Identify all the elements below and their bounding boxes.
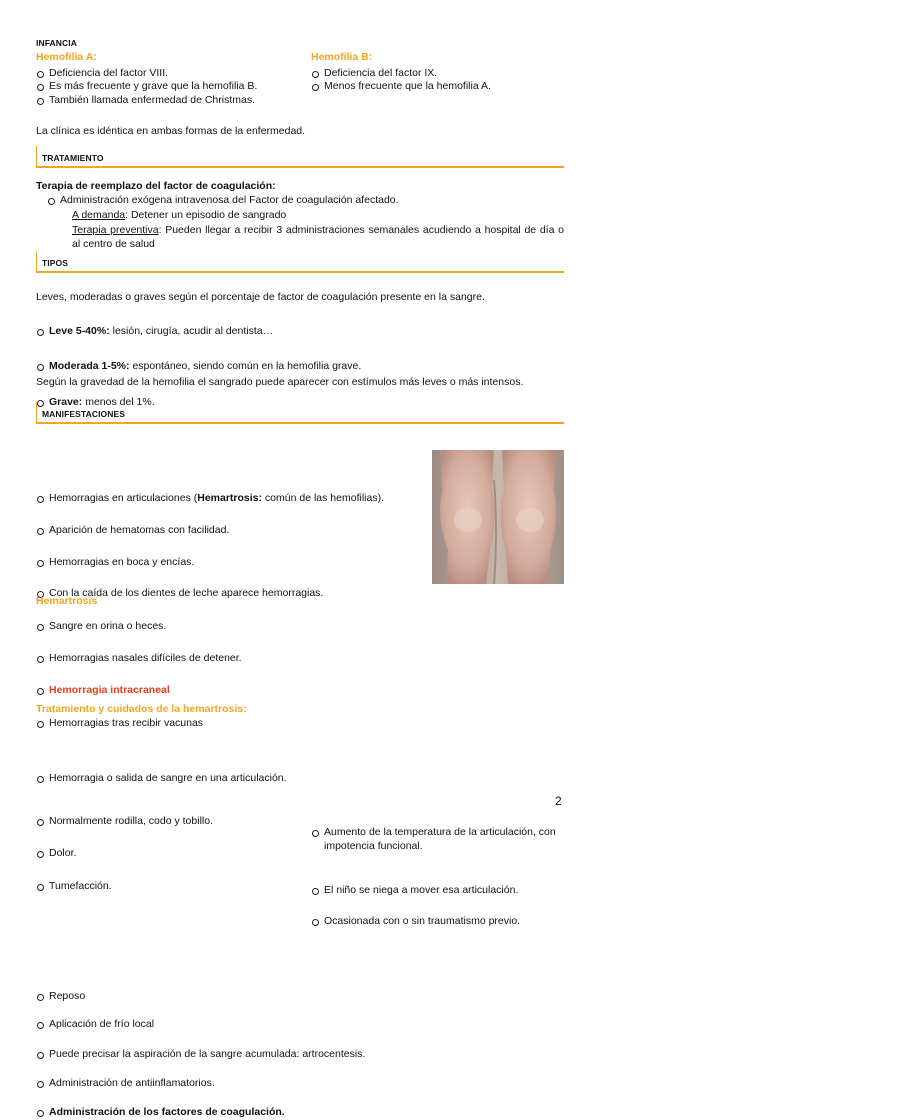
manifestacion-item: Hemorragias tras recibir vacunas [36, 717, 636, 731]
tipo-grave-label: Grave: [49, 395, 83, 408]
manifestacion-item1-bold: Hemartrosis: [197, 491, 263, 504]
tipos-header [36, 251, 564, 273]
hemofilia-a-title: Hemofilia A: [36, 51, 97, 63]
hemartrosis-left-item: Dolor. [36, 847, 636, 861]
tipos-intro: Leves, moderadas o graves según el porcentaje de factor de coagulación presente en la sangre. [36, 291, 485, 303]
manifestacion-item: Aparición de hematomas con facilidad. [36, 524, 636, 538]
hemartrosis-right-item: Aumento de la temperatura de la articulación, con impotencia funcional. [311, 826, 565, 853]
tipo-moderada-text: espontáneo, siendo común en la hemofilia grave. [129, 360, 362, 373]
cuidados-bold-item: Administración de los factores de coagulación. [36, 1106, 636, 1120]
manifestacion-item: Hemorragias en boca y encías. [36, 556, 636, 570]
manifestacion-item1-pre: Hemorragias en articulaciones ( [49, 491, 198, 504]
tipo-leve [36, 325, 636, 339]
cuidados-item: Administración de antiinflamatorios. [36, 1077, 636, 1091]
tipo-leve-label: Leve 5-40%: [49, 324, 110, 337]
hemofilia-a-block [36, 51, 296, 108]
terapia-preventiva-line [72, 224, 564, 251]
knee-photo [432, 450, 564, 584]
a-demanda-label: A demanda [72, 209, 126, 221]
manifestacion-item: Con la caída de los dientes de leche aparece hemorragias. [36, 587, 358, 601]
page-number: 2 [555, 794, 562, 808]
a-demanda-line [72, 209, 286, 223]
tipo-grave-text: menos del 1%. [82, 395, 155, 408]
hemofilia-a-item: También llamada enfermedad de Christmas. [36, 94, 296, 108]
hemartrosis-right-item: Ocasionada con o sin traumatismo previo. [311, 915, 911, 929]
manifestacion-highlight: Hemorragia intracraneal [36, 684, 636, 698]
tratamiento-header [36, 146, 564, 168]
terapia-preventiva-text: : Pueden llegar a recibir 3 administraciones semanales acudiendo a hospital de día o al centro de salud [72, 224, 564, 250]
clinica-text: La clínica es idéntica en ambas formas de la enfermedad. [36, 125, 306, 137]
hemofilia-b-block [311, 51, 561, 94]
hemofilia-a-item: Es más frecuente y grave que la hemofilia B. [36, 80, 296, 94]
manifestaciones-header-label: MANIFESTACIONES [42, 409, 126, 419]
tratamiento-title: Terapia de reemplazo del factor de coagulación: [36, 180, 276, 192]
cuidados-item: Aplicación de frío local [36, 1018, 636, 1032]
tipo-moderada [36, 360, 636, 374]
hemartrosis-right-item: El niño se niega a mover esa articulación. [311, 884, 911, 898]
hemofilia-b-title: Hemofilia B: [311, 51, 373, 63]
cuidados-title: Tratamiento y cuidados de la hemartrosis: [36, 703, 247, 715]
tipos-header-label: TIPOS [42, 258, 69, 268]
manifestacion-item1-post: común de las hemofilias). [262, 491, 384, 504]
manifestaciones-header [36, 402, 564, 424]
section-label-infancia: INFANCIA [36, 38, 77, 48]
hemartrosis-left-item: Normalmente rodilla, codo y tobillo. [36, 815, 636, 829]
tipos-footer: Según la gravedad de la hemofilia el sangrado puede aparecer con estímulos más leves o más intensos. [36, 376, 524, 388]
manifestacion-item: Sangre en orina o heces. [36, 620, 636, 634]
manifestacion-item: Hemorragias nasales difíciles de detener. [36, 652, 636, 666]
tipo-moderada-label: Moderada 1-5%: [49, 360, 130, 373]
tratamiento-header-label: TRATAMIENTO [42, 153, 104, 163]
cuidados-item: Puede precisar la aspiración de la sangre acumulada: artrocentesis. [36, 1048, 636, 1062]
tipo-leve-text: lesión, cirugía, acudir al dentista… [109, 324, 274, 337]
hemartrosis-left-item: Tumefacción. [36, 880, 636, 894]
a-demanda-text: : Detener un episodio de sangrado [125, 209, 287, 221]
hemofilia-b-item: Menos frecuente que la hemofilia A. [311, 80, 561, 94]
knee-photo-image [432, 450, 564, 584]
hemofilia-a-item: Deficiencia del factor VIII. [36, 67, 296, 81]
cuidados-item: Reposo [36, 990, 636, 1004]
tratamiento-item: Administración exógena intravenosa del Factor de coagulación afectado. [47, 194, 647, 208]
hemartrosis-title: Hemartrosis [36, 595, 98, 607]
hemofilia-b-item: Deficiencia del factor IX. [311, 67, 561, 81]
terapia-preventiva-label: Terapia preventiva [72, 224, 159, 236]
hemartrosis-left-item: Hemorragia o salida de sangre en una articulación. [36, 772, 288, 786]
